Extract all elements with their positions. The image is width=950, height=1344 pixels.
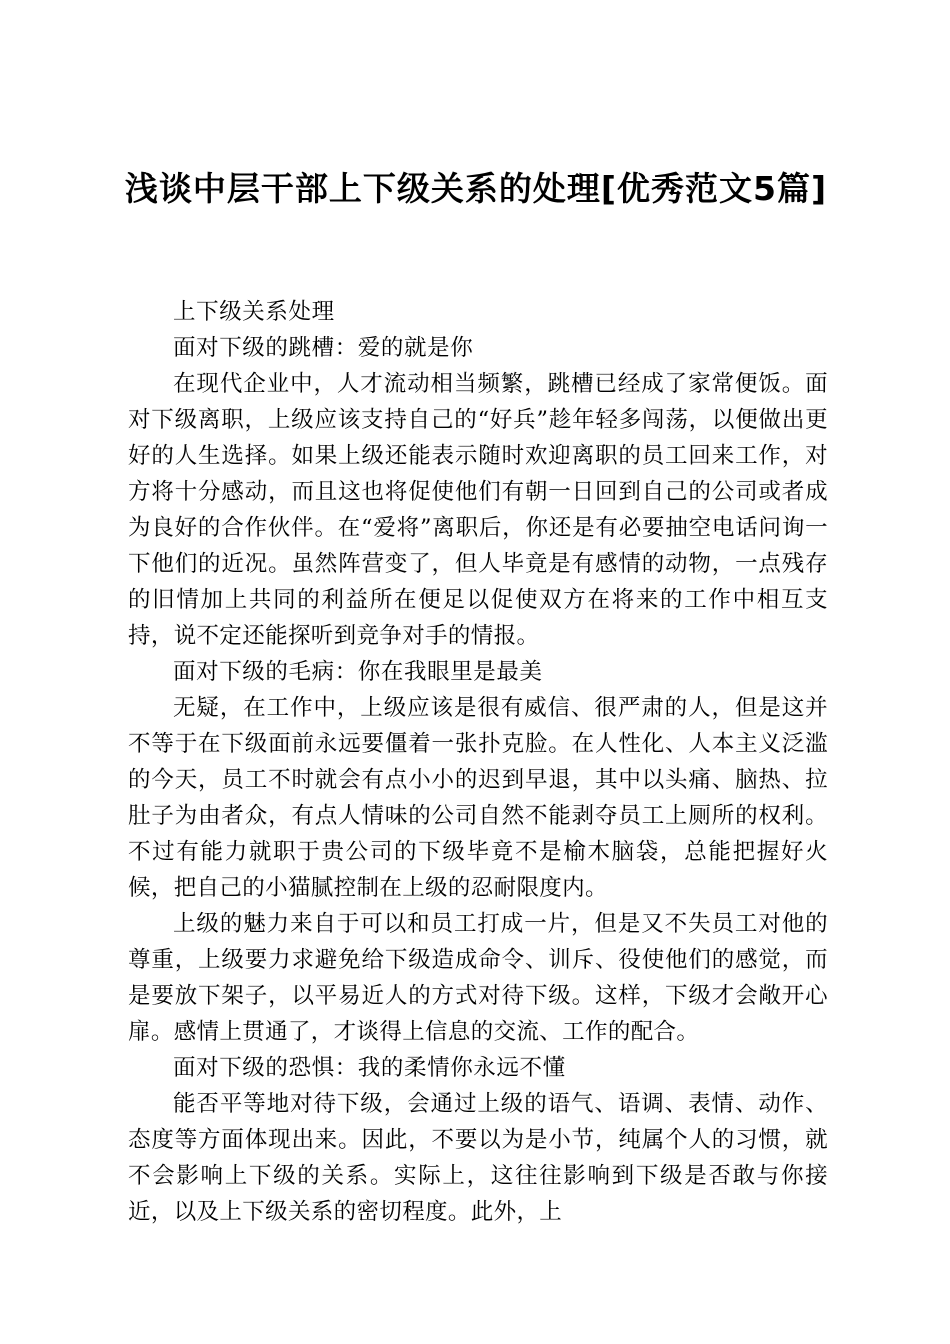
section-heading: 面对下级的恐惧：我的柔情你永远不懂 [173, 1055, 566, 1081]
body-paragraph: 能否平等地对待下级，会通过上级的语气、语调、表情、动作、态度等方面体现出来。因此，不要以为是小节，纯属个人的习惯，就不会影响上下级的关系。实际上，这往往影响到下级是否敢与你接近，以及上下级关系的密切程度。此外，上 [128, 1091, 828, 1225]
body-paragraph: 无疑，在工作中，上级应该是很有威信、很严肃的人，但是这并不等于在下级面前永远要僵着一张扑克脸。在人性化、人本主义泛滥的今天，员工不时就会有点小小的迟到早退，其中以头痛、脑热、拉肚子为由者众，有点人情味的公司自然不能剥夺员工上厕所的权利。不过有能力就职于贵公司的下级毕竟不是榆木脑袋，总能把握好火候，把自己的小猫腻控制在上级的忍耐限度内。 [128, 695, 828, 901]
document-body [128, 294, 828, 1230]
section-heading: 面对下级的毛病：你在我眼里是最美 [173, 659, 543, 685]
section-heading: 上下级关系处理 [173, 299, 335, 325]
document-title: 浅谈中层干部上下级关系的处理[优秀范文5篇] [124, 169, 828, 208]
section-heading: 面对下级的跳槽：爱的就是你 [173, 335, 474, 361]
body-paragraph: 上级的魅力来自于可以和员工打成一片，但是又不失员工对他的尊重，上级要力求避免给下级造成命令、训斥、役使他们的感觉，而是要放下架子，以平易近人的方式对待下级。这样，下级才会敞开心扉。感情上贯通了，才谈得上信息的交流、工作的配合。 [128, 911, 828, 1045]
body-paragraph: 在现代企业中，人才流动相当频繁，跳槽已经成了家常便饭。面对下级离职，上级应该支持自己的“好兵”趁年轻多闯荡，以便做出更好的人生选择。如果上级还能表示随时欢迎离职的员工回来工作，对方将十分感动，而且这也将促使他们有朝一日回到自己的公司或者成为良好的合作伙伴。在“爱将”离职后，你还是有必要抽空电话问询一下他们的近况。虽然阵营变了，但人毕竟是有感情的动物，一点残存的旧情加上共同的利益所在便足以促使双方在将来的工作中相互支持，说不定还能探听到竞争对手的情报。 [128, 371, 828, 649]
